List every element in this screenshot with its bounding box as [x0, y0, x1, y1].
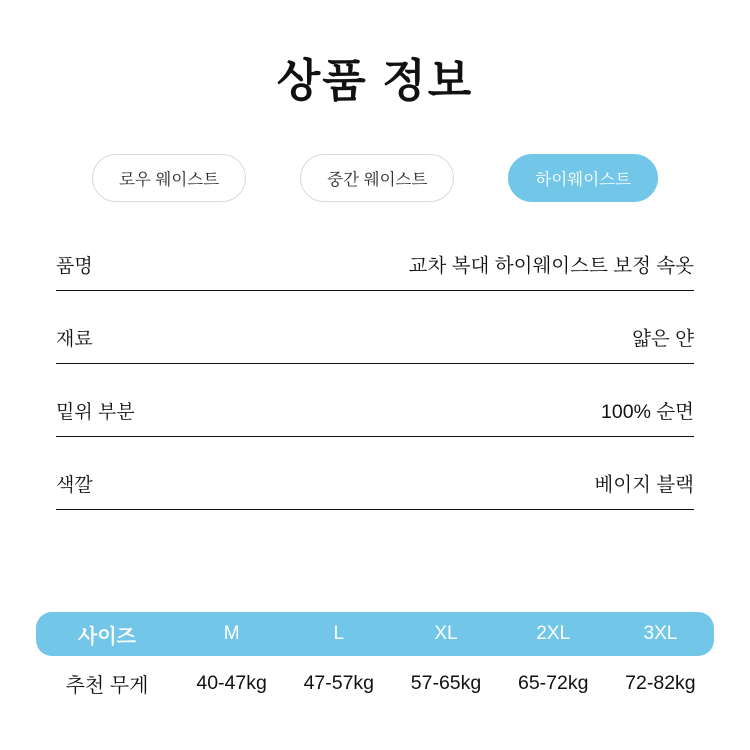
size-chart-header-row	[36, 612, 714, 656]
weight-cell-2xl: 65-72kg	[517, 671, 589, 694]
weight-cell-3xl: 72-82kg	[625, 671, 696, 694]
waist-option-high-label: 하이웨이스트	[535, 170, 632, 189]
spec-label: 밑위 부분	[56, 401, 135, 423]
spec-row	[56, 250, 694, 291]
weight-cell-xl: 57-65kg	[410, 671, 482, 694]
size-chart-header-label: 사이즈	[78, 625, 136, 648]
size-cell-2xl: 2XL	[536, 623, 571, 644]
waist-option-low-label: 로우 웨이스트	[118, 170, 220, 189]
spec-row	[56, 469, 694, 510]
spec-value: 얇은 얀	[632, 327, 694, 350]
spec-value: 100% 순면	[601, 400, 694, 423]
waist-option-group	[0, 154, 750, 202]
size-cell-3xl: 3XL	[643, 623, 678, 644]
size-chart-row-label: 추천 무게	[65, 674, 149, 697]
spec-value: 교차 복대 하이웨이스트 보정 속옷	[408, 254, 694, 277]
waist-option-mid[interactable]	[300, 154, 454, 202]
waist-option-low[interactable]	[92, 154, 246, 202]
size-cell-xl: XL	[434, 623, 458, 644]
spec-row	[56, 396, 694, 437]
spec-row	[56, 323, 694, 364]
spec-value: 베이지 블랙	[594, 473, 694, 496]
waist-option-mid-label: 중간 웨이스트	[327, 170, 428, 189]
size-cell-l: L	[333, 623, 345, 644]
weight-cell-l: 47-57kg	[303, 671, 375, 694]
waist-option-high[interactable]	[508, 154, 658, 202]
weight-cell-m: 40-47kg	[196, 671, 267, 694]
page-title: 상품 정보	[276, 55, 474, 106]
size-cell-m: M	[223, 623, 240, 644]
spec-label: 품명	[56, 255, 93, 277]
spec-table	[56, 250, 694, 510]
size-chart-weight-row	[36, 660, 714, 706]
size-chart	[36, 612, 714, 706]
spec-label: 색깔	[56, 474, 93, 496]
spec-label: 재료	[56, 328, 93, 350]
